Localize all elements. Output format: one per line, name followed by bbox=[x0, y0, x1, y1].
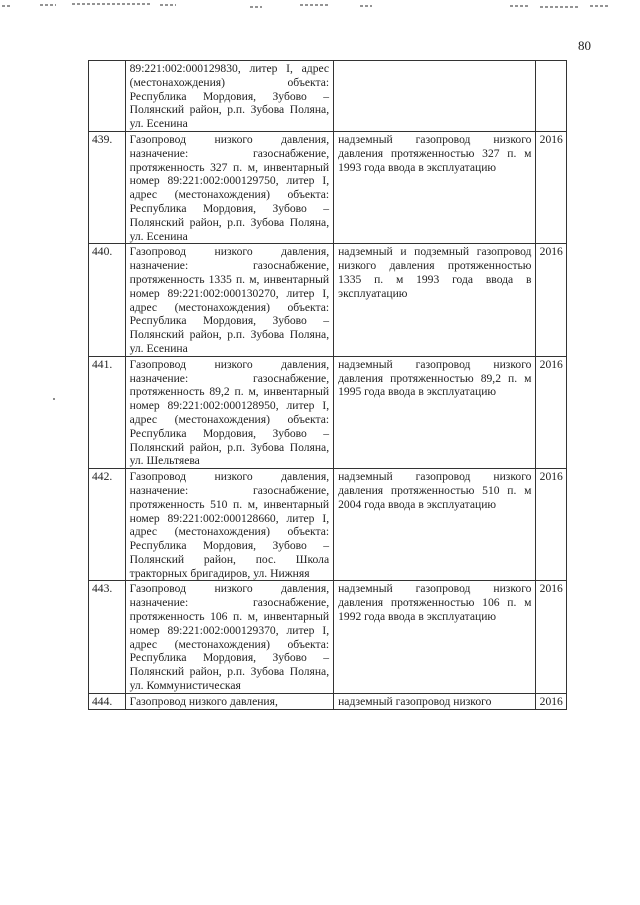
row-number-cell: 442. bbox=[89, 469, 126, 581]
description-cell: надземный газопровод низкого давления протяженностью 510 п. м 2004 года ввода в эксплуатацию bbox=[334, 469, 536, 581]
registry-table bbox=[88, 60, 567, 710]
page-number: 80 bbox=[578, 38, 591, 53]
year-cell: 2016 bbox=[536, 693, 567, 709]
object-cell: Газопровод низкого давления, bbox=[125, 693, 333, 709]
row-number-cell: 441. bbox=[89, 356, 126, 468]
object-cell: Газопровод низкого давления, назначение: газоснабжение, протяженность 510 п. м, инвентарный номер 89:221:002:000128660, литер I, адрес (местонахождения) объекта: Республика Мордовия, Зубово – Полянский район, пос. Школа тракторных бригадиров, ул. Нижняя bbox=[125, 469, 333, 581]
year-cell: 2016 bbox=[536, 581, 567, 693]
row-number-cell bbox=[89, 61, 126, 132]
description-cell: надземный газопровод низкого давления протяженностью 106 п. м 1992 года ввода в эксплуатацию bbox=[334, 581, 536, 693]
description-cell: надземный газопровод низкого bbox=[334, 693, 536, 709]
scan-speck bbox=[53, 398, 55, 400]
description-cell: надземный газопровод низкого давления протяженностью 327 п. м 1993 года ввода в эксплуатацию bbox=[334, 131, 536, 243]
object-cell: Газопровод низкого давления, назначение: газоснабжение, протяженность 1335 п. м, инвентарный номер 89:221:002:000130270, литер I, адрес (местонахождения) объекта: Республика Мордовия, Зубово – Полянский район, р.п. Зубова Поляна, ул. Есенина bbox=[125, 244, 333, 356]
year-cell: 2016 bbox=[536, 469, 567, 581]
year-cell: 2016 bbox=[536, 244, 567, 356]
row-number-cell: 439. bbox=[89, 131, 126, 243]
row-number-cell: 443. bbox=[89, 581, 126, 693]
description-cell bbox=[334, 61, 536, 132]
object-cell: Газопровод низкого давления, назначение: газоснабжение, протяженность 89,2 п. м, инвентарный номер 89:221:002:000128950, литер I, адрес (местонахождения) объекта: Республика Мордовия, Зубово – Полянский район, р.п. Зубова Поляна, ул. Шельтяева bbox=[125, 356, 333, 468]
object-cell: 89:221:002:000129830, литер I, адрес (местонахождения) объекта: Республика Мордовия, Зубово – Полянский район, р.п. Зубова Поляна, ул. Есенина bbox=[125, 61, 333, 132]
table-row bbox=[89, 469, 567, 581]
description-cell: надземный газопровод низкого давления протяженностью 89,2 п. м 1995 года ввода в эксплуатацию bbox=[334, 356, 536, 468]
year-cell bbox=[536, 61, 567, 132]
year-cell: 2016 bbox=[536, 356, 567, 468]
table-row bbox=[89, 581, 567, 693]
object-cell: Газопровод низкого давления, назначение: газоснабжение, протяженность 106 п. м, инвентарный номер 89:221:002:000129370, литер I, адрес (местонахождения) объекта: Республика Мордовия, Зубово – Полянский район, р.п. Зубова Поляна, ул. Коммунистическая bbox=[125, 581, 333, 693]
table-row bbox=[89, 693, 567, 709]
table-row bbox=[89, 131, 567, 243]
year-cell: 2016 bbox=[536, 131, 567, 243]
row-number-cell: 440. bbox=[89, 244, 126, 356]
description-cell: надземный и подземный газопровод низкого давления протяженностью 1335 п. м 1993 года ввода в эксплуатацию bbox=[334, 244, 536, 356]
row-number-cell: 444. bbox=[89, 693, 126, 709]
table-row bbox=[89, 61, 567, 132]
table-row bbox=[89, 244, 567, 356]
object-cell: Газопровод низкого давления, назначение: газоснабжение, протяженность 327 п. м, инвентарный номер 89:221:002:000129750, литер I, адрес (местонахождения) объекта: Республика Мордовия, Зубово – Полянский район, р.п. Зубова Поляна, ул. Есенина bbox=[125, 131, 333, 243]
scan-artifact-top bbox=[0, 0, 640, 14]
table-row bbox=[89, 356, 567, 468]
registry-table-body bbox=[89, 61, 567, 710]
